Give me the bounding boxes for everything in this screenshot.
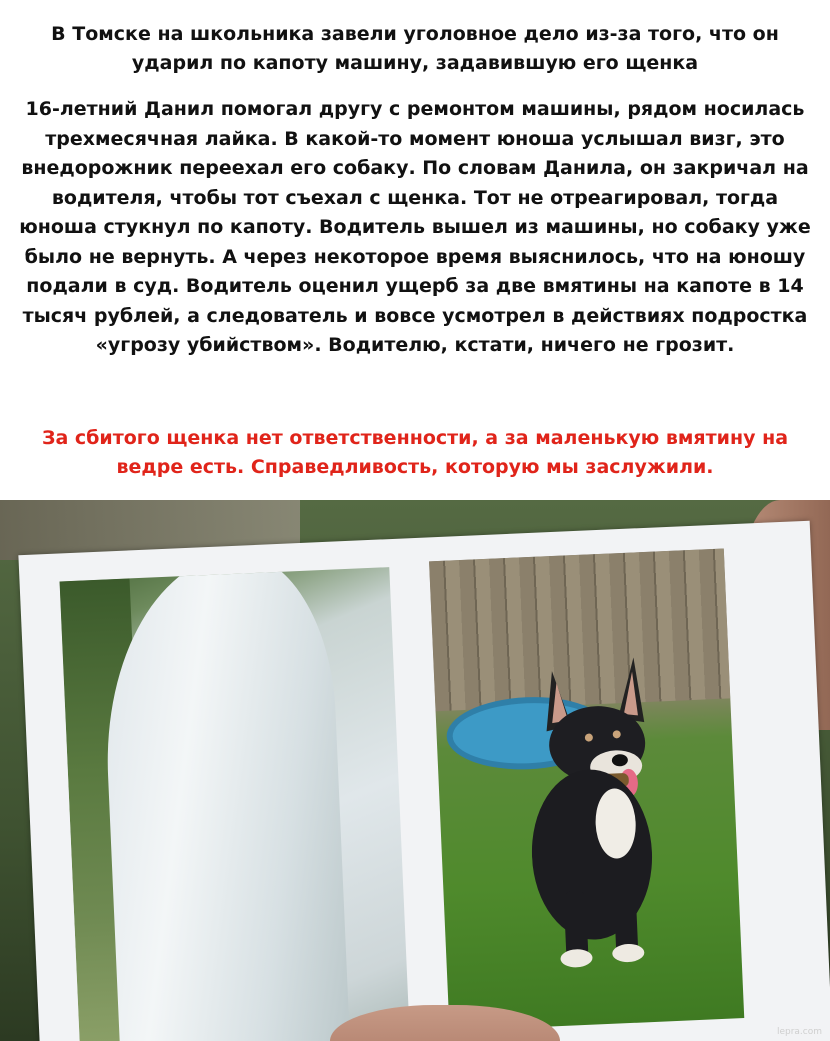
photo (0, 500, 830, 1041)
conclusion-text: За сбитого щенка нет ответственности, а за маленькую вмятину на ведре есть. Справедливость, которую мы заслужили. (41, 427, 789, 478)
puppy-photo (429, 548, 744, 1030)
puppy-illustration (523, 646, 687, 972)
article-body: 16-летний Данил помогал другу с ремонтом машины, рядом носилась трехмесячная лайка. В какой-то момент юноша услышал визг, это внедорожник переехал его собаку. По словам Данила, он закричал на водителя, чтобы тот съехал с щенка. Тот не отреагировал, тогда юноша стукнул по капоту. Водитель вышел из машины, но собаку уже было не вернуть. А через некоторое время выяснилось, что на юношу подали в суд. Водитель оценил ущерб за две вмятины на капоте в 14 тысяч рублей, а следователь и вовсе усмотрел в действиях подростка «угрозу убийством». Водителю, кстати, ничего не грозит. (19, 98, 811, 356)
watermark: lepra.com (776, 1027, 822, 1037)
printed-sheet (18, 521, 830, 1041)
headline: В Томске на школьника завели уголовное дело из-за того, что он ударил по капоту машину, задавившую его щенка (51, 23, 779, 74)
car-hood-photo (60, 567, 411, 1041)
article-text (0, 0, 830, 500)
hood-panel (99, 567, 352, 1041)
